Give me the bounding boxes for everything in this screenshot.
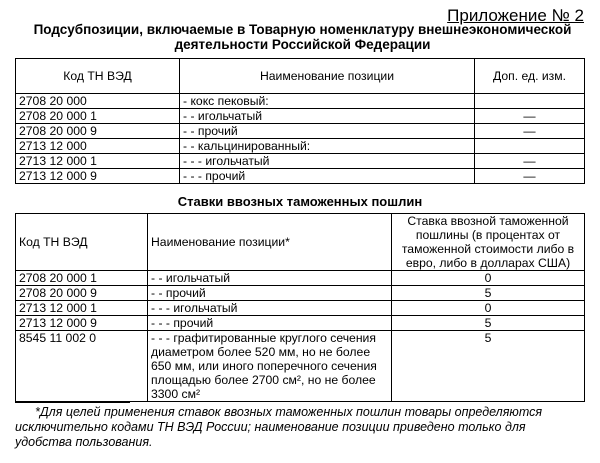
table-row bbox=[16, 169, 585, 184]
cell-code: 2713 12 000 9 bbox=[16, 169, 180, 184]
duty-rates-table bbox=[15, 213, 585, 402]
cell-rate: 0 bbox=[392, 301, 585, 316]
table-row bbox=[16, 331, 585, 402]
cell-code: 2708 20 000 9 bbox=[16, 286, 148, 301]
cell-rate: 0 bbox=[392, 271, 585, 286]
cell-unit: — bbox=[475, 169, 585, 184]
table-row bbox=[16, 154, 585, 169]
cell-name: - - игольчатый bbox=[148, 271, 392, 286]
section-title-duties: Ставки ввозных таможенных пошлин bbox=[177, 194, 423, 209]
column-header-code: Код ТН ВЭД bbox=[16, 59, 180, 94]
cell-code: 2713 12 000 bbox=[16, 139, 180, 154]
cell-code: 2708 20 000 bbox=[16, 94, 180, 109]
cell-name: - - - игольчатый bbox=[148, 301, 392, 316]
cell-name: - - - графитированные круглого сечения диаметром более 520 мм, но не более 650 мм, или иного поперечного сечения площадью более 2700 см², но не более 3300 см² bbox=[148, 331, 392, 402]
table-row bbox=[16, 94, 585, 109]
table-row bbox=[16, 316, 585, 331]
cell-unit: — bbox=[475, 109, 585, 124]
cell-name: - - - игольчатый bbox=[180, 154, 475, 169]
cell-code: 8545 11 002 0 bbox=[16, 331, 148, 402]
subpositions-table bbox=[15, 58, 585, 184]
cell-unit: — bbox=[475, 154, 585, 169]
table-row bbox=[16, 109, 585, 124]
cell-rate: 5 bbox=[392, 286, 585, 301]
cell-rate: 5 bbox=[392, 316, 585, 331]
cell-code: 2708 20 000 1 bbox=[16, 271, 148, 286]
cell-name: - - - прочий bbox=[148, 316, 392, 331]
cell-name: - - - прочий bbox=[180, 169, 475, 184]
column-header-rate: Ставка ввозной таможенной пошлины (в процентах от таможенной стоимости либо в евро, либо в долларах США) bbox=[392, 214, 585, 271]
footnote: *Для целей применения ставок ввозных таможенных пошлин товары определяются исключительно кодами ТН ВЭД России; наименование позиции приведено только для удобства пользования. bbox=[15, 405, 543, 449]
cell-code: 2713 12 000 1 bbox=[16, 301, 148, 316]
table-row bbox=[16, 124, 585, 139]
table-row bbox=[16, 301, 585, 316]
cell-code: 2708 20 000 9 bbox=[16, 124, 180, 139]
cell-code: 2708 20 000 1 bbox=[16, 109, 180, 124]
table-row bbox=[16, 286, 585, 301]
footnote-divider bbox=[15, 402, 130, 403]
column-header-unit: Доп. ед. изм. bbox=[475, 59, 585, 94]
column-header-code: Код ТН ВЭД bbox=[16, 214, 148, 271]
table-row bbox=[16, 271, 585, 286]
table-row bbox=[16, 139, 585, 154]
cell-unit bbox=[475, 139, 585, 154]
cell-code: 2713 12 000 1 bbox=[16, 154, 180, 169]
column-header-name: Наименование позиции* bbox=[148, 214, 392, 271]
cell-code: 2713 12 000 9 bbox=[16, 316, 148, 331]
cell-name: - - кальцинированный: bbox=[180, 139, 475, 154]
cell-name: - - прочий bbox=[148, 286, 392, 301]
cell-unit bbox=[475, 94, 585, 109]
document-title: Подсубпозиции, включаемые в Товарную номенклатуру внешнеэкономической деятельности Российской Федерации bbox=[33, 22, 572, 52]
cell-name: - - игольчатый bbox=[180, 109, 475, 124]
table-header-row bbox=[16, 214, 585, 271]
cell-name: - кокс пековый: bbox=[180, 94, 475, 109]
column-header-name: Наименование позиции bbox=[180, 59, 475, 94]
table-header-row bbox=[16, 59, 585, 94]
cell-unit: — bbox=[475, 124, 585, 139]
cell-rate: 5 bbox=[392, 331, 585, 402]
appendix-label: Приложение № 2 bbox=[447, 6, 584, 25]
cell-name: - - прочий bbox=[180, 124, 475, 139]
